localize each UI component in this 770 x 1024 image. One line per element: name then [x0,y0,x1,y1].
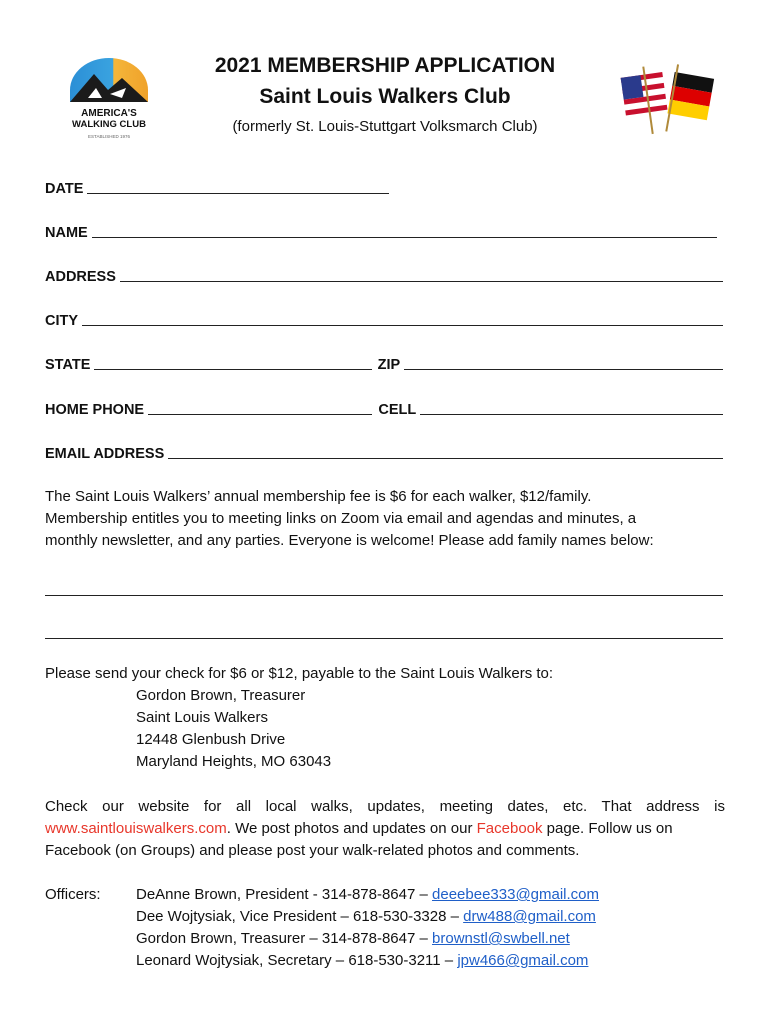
logo-text-line3: ESTABLISHED 1976 [88,134,130,139]
officer-info: Leonard Wojtysiak, Secretary – 618-530-3211 – [136,952,458,969]
address-line: Saint Louis Walkers [136,709,268,726]
officer-row [136,906,599,928]
zip-line[interactable] [404,355,723,370]
officer-row [136,928,599,950]
website-info [45,796,725,862]
logo-text-line1: AMERICA'S [81,108,137,119]
address-field[interactable] [45,265,723,285]
officer-email-link[interactable]: brownstl@swbell.net [432,930,570,947]
name-field[interactable] [45,221,717,241]
home-phone-line[interactable] [148,400,372,415]
email-label: EMAIL ADDRESS [45,446,165,462]
name-label: NAME [45,225,88,241]
phone-field[interactable] [45,398,723,418]
page-header [0,50,770,135]
officer-row [136,884,599,906]
family-names-line-1[interactable] [45,595,723,596]
website-line2 [45,818,725,840]
website-text2: . We post photos and updates on our [226,820,477,837]
officer-info: Dee Wojtysiak, Vice President – 618-530-3328 – [136,908,464,925]
officers-label: Officers: [45,886,101,903]
email-field[interactable] [45,442,723,462]
officer-info: DeAnne Brown, President - 314-878-8647 – [136,886,433,903]
date-field[interactable] [45,177,389,197]
address-line[interactable] [120,267,723,282]
website-text3: page. Follow us on [542,820,673,837]
subtitle: (formerly St. Louis-Stuttgart Volksmarch Club) [232,118,538,135]
address-line: Maryland Heights, MO 63043 [136,753,332,770]
officer-email-link[interactable]: drw488@gmail.com [463,908,596,925]
state-zip-field[interactable] [45,353,723,373]
date-line[interactable] [87,179,389,194]
city-label: CITY [45,313,79,329]
logo-text-line2: WALKING CLUB [72,119,146,130]
mailing-address [136,685,331,773]
state-line[interactable] [94,355,371,370]
officer-info: Gordon Brown, Treasurer – 314-878-8647 – [136,930,433,947]
cell-label: CELL [378,402,417,418]
officers-list [136,884,599,972]
city-field[interactable] [45,309,723,329]
zip-label: ZIP [377,357,401,373]
page-title: 2021 MEMBERSHIP APPLICATION [214,54,556,77]
officer-email-link[interactable]: deeebee333@gmail.com [432,886,600,903]
address-label: ADDRESS [45,269,116,285]
membership-info-line3: monthly newsletter, and any parties. Everyone is welcome! Please add family names below: [45,532,654,549]
website-line1: Check our website for all local walks, updates, meeting dates, etc. That address is [45,798,725,815]
membership-info-line1: The Saint Louis Walkers’ annual membership fee is $6 for each walker, $12/family. [45,488,592,505]
officer-row [136,950,599,972]
date-label: DATE [45,181,84,197]
officer-email-link[interactable]: jpw466@gmail.com [457,952,589,969]
membership-info-line2: Membership entitles you to meeting links on Zoom via email and agendas and minutes, a [45,510,637,527]
website-line3: Facebook (on Groups) and please post your walk-related photos and comments. [45,842,580,859]
city-line[interactable] [82,311,723,326]
name-line[interactable] [92,223,717,238]
website-link[interactable]: www.saintlouiswalkers.com [45,820,227,837]
facebook-link[interactable]: Facebook [476,820,543,837]
home-phone-label: HOME PHONE [45,402,145,418]
club-name: Saint Louis Walkers Club [259,85,511,108]
state-label: STATE [45,357,91,373]
email-line[interactable] [168,444,723,459]
cell-line[interactable] [420,400,723,415]
address-line: 12448 Glenbush Drive [136,731,286,748]
address-line: Gordon Brown, Treasurer [136,687,306,704]
membership-info [45,486,725,552]
family-names-line-2[interactable] [45,638,723,639]
payment-instruction: Please send your check for $6 or $12, payable to the Saint Louis Walkers to: [45,665,554,682]
